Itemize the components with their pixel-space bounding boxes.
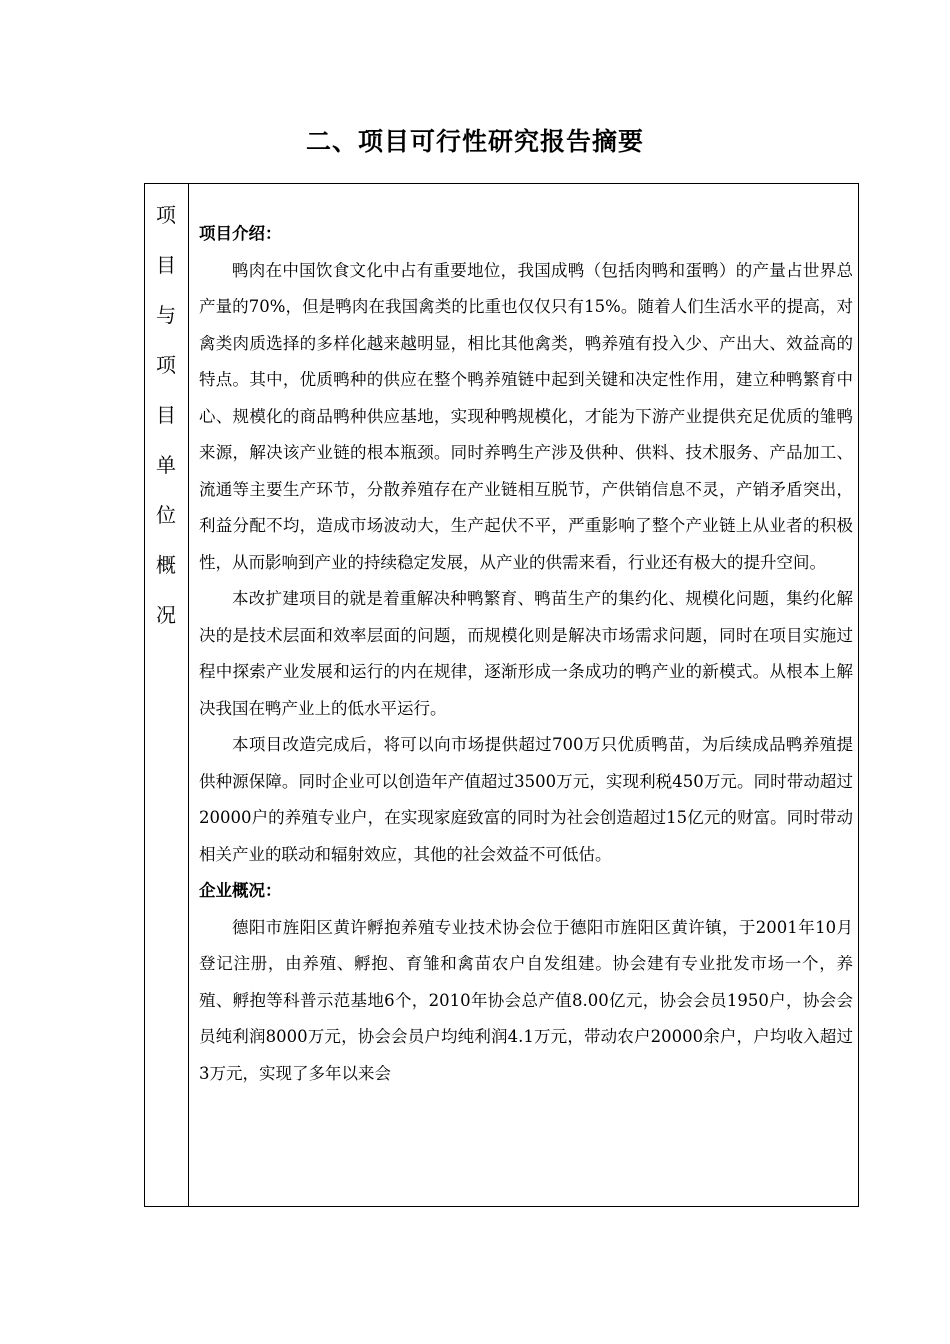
page-title: 二、项目可行性研究报告摘要 <box>305 127 644 156</box>
paragraph: 鸭肉在中国饮食文化中占有重要地位，我国成鸭（包括肉鸭和蛋鸭）的产量占世界总产量的70%，但是鸭肉在我国禽类的比重也仅仅只有15%。随着人们生活水平的提高，对禽类肉质选择的多样化越来越明显，相比其他禽类，鸭养殖有投入少、产出大、效益高的特点。其中，优质鸭种的供应在整个鸭养殖链中起到关键和决定性作用，建立种鸭繁育中心、规模化的商品鸭种供应基地，实现种鸭规模化，才能为下游产业提供充足优质的雏鸭来源，解决该产业链的根本瓶颈。同时养鸭生产涉及供种、供料、技术服务、产品加工、流通等主要生产环节，分散养殖存在产业链相互脱节，产供销信息不灵，产销矛盾突出，利益分配不均，造成市场波动大，生产起伏不平，严重影响了整个产业链上从业者的积极性，从而影响到产业的持续稳定发展，从产业的供需来看，行业还有极大的提升空间。 <box>199 260 853 572</box>
paragraph: 本改扩建项目的就是着重解决种鸭繁育、鸭苗生产的集约化、规模化问题，集约化解决的是技术层面和效率层面的问题，而规模化则是解决市场需求问题，同时在项目实施过程中探索产业发展和运行的内在规律，逐渐形成一条成功的鸭产业的新模式。从根本上解决我国在鸭产业上的低水平运行。 <box>199 589 853 718</box>
side-label-char: 概 <box>156 553 176 577</box>
paragraph: 本项目改造完成后，将可以向市场提供超过700万只优质鸭苗，为后续成品鸭养殖提供种源保障。同时企业可以创造年产值超过3500万元，实现利税450万元。同时带动超过20000户的养殖专业户，在实现家庭致富的同时为社会创造超过15亿元的财富。同时带动相关产业的联动和辐射效应，其他的社会效益不可低估。 <box>199 735 853 864</box>
side-label-char: 单 <box>156 453 176 477</box>
side-label-char: 项 <box>156 203 176 227</box>
column-divider <box>188 183 189 1207</box>
content-cell <box>199 216 853 1206</box>
side-label-char: 位 <box>156 503 176 527</box>
side-label-char: 目 <box>156 403 176 427</box>
side-label-char: 目 <box>156 253 176 277</box>
side-label-char: 与 <box>156 303 176 327</box>
section-heading-company-overview: 企业概况： <box>199 881 282 900</box>
paragraph: 德阳市旌阳区黄许孵抱养殖专业技术协会位于德阳市旌阳区黄许镇，于2001年10月登记注册，由养殖、孵抱、育雏和禽苗农户自发组建。协会建有专业批发市场一个，养殖、孵抱等科普示范基地6个，2010年协会总产值8.00亿元，协会会员1950户，协会会员纯利润8000万元，协会会员户均纯利润4.1万元，带动农户20000余户，户均收入超过3万元，实现了多年以来会 <box>199 917 853 1083</box>
section-heading-project-intro: 项目介绍： <box>199 224 282 243</box>
side-label-char: 项 <box>156 353 176 377</box>
side-label-column <box>144 190 188 640</box>
side-label-char: 况 <box>156 603 176 627</box>
